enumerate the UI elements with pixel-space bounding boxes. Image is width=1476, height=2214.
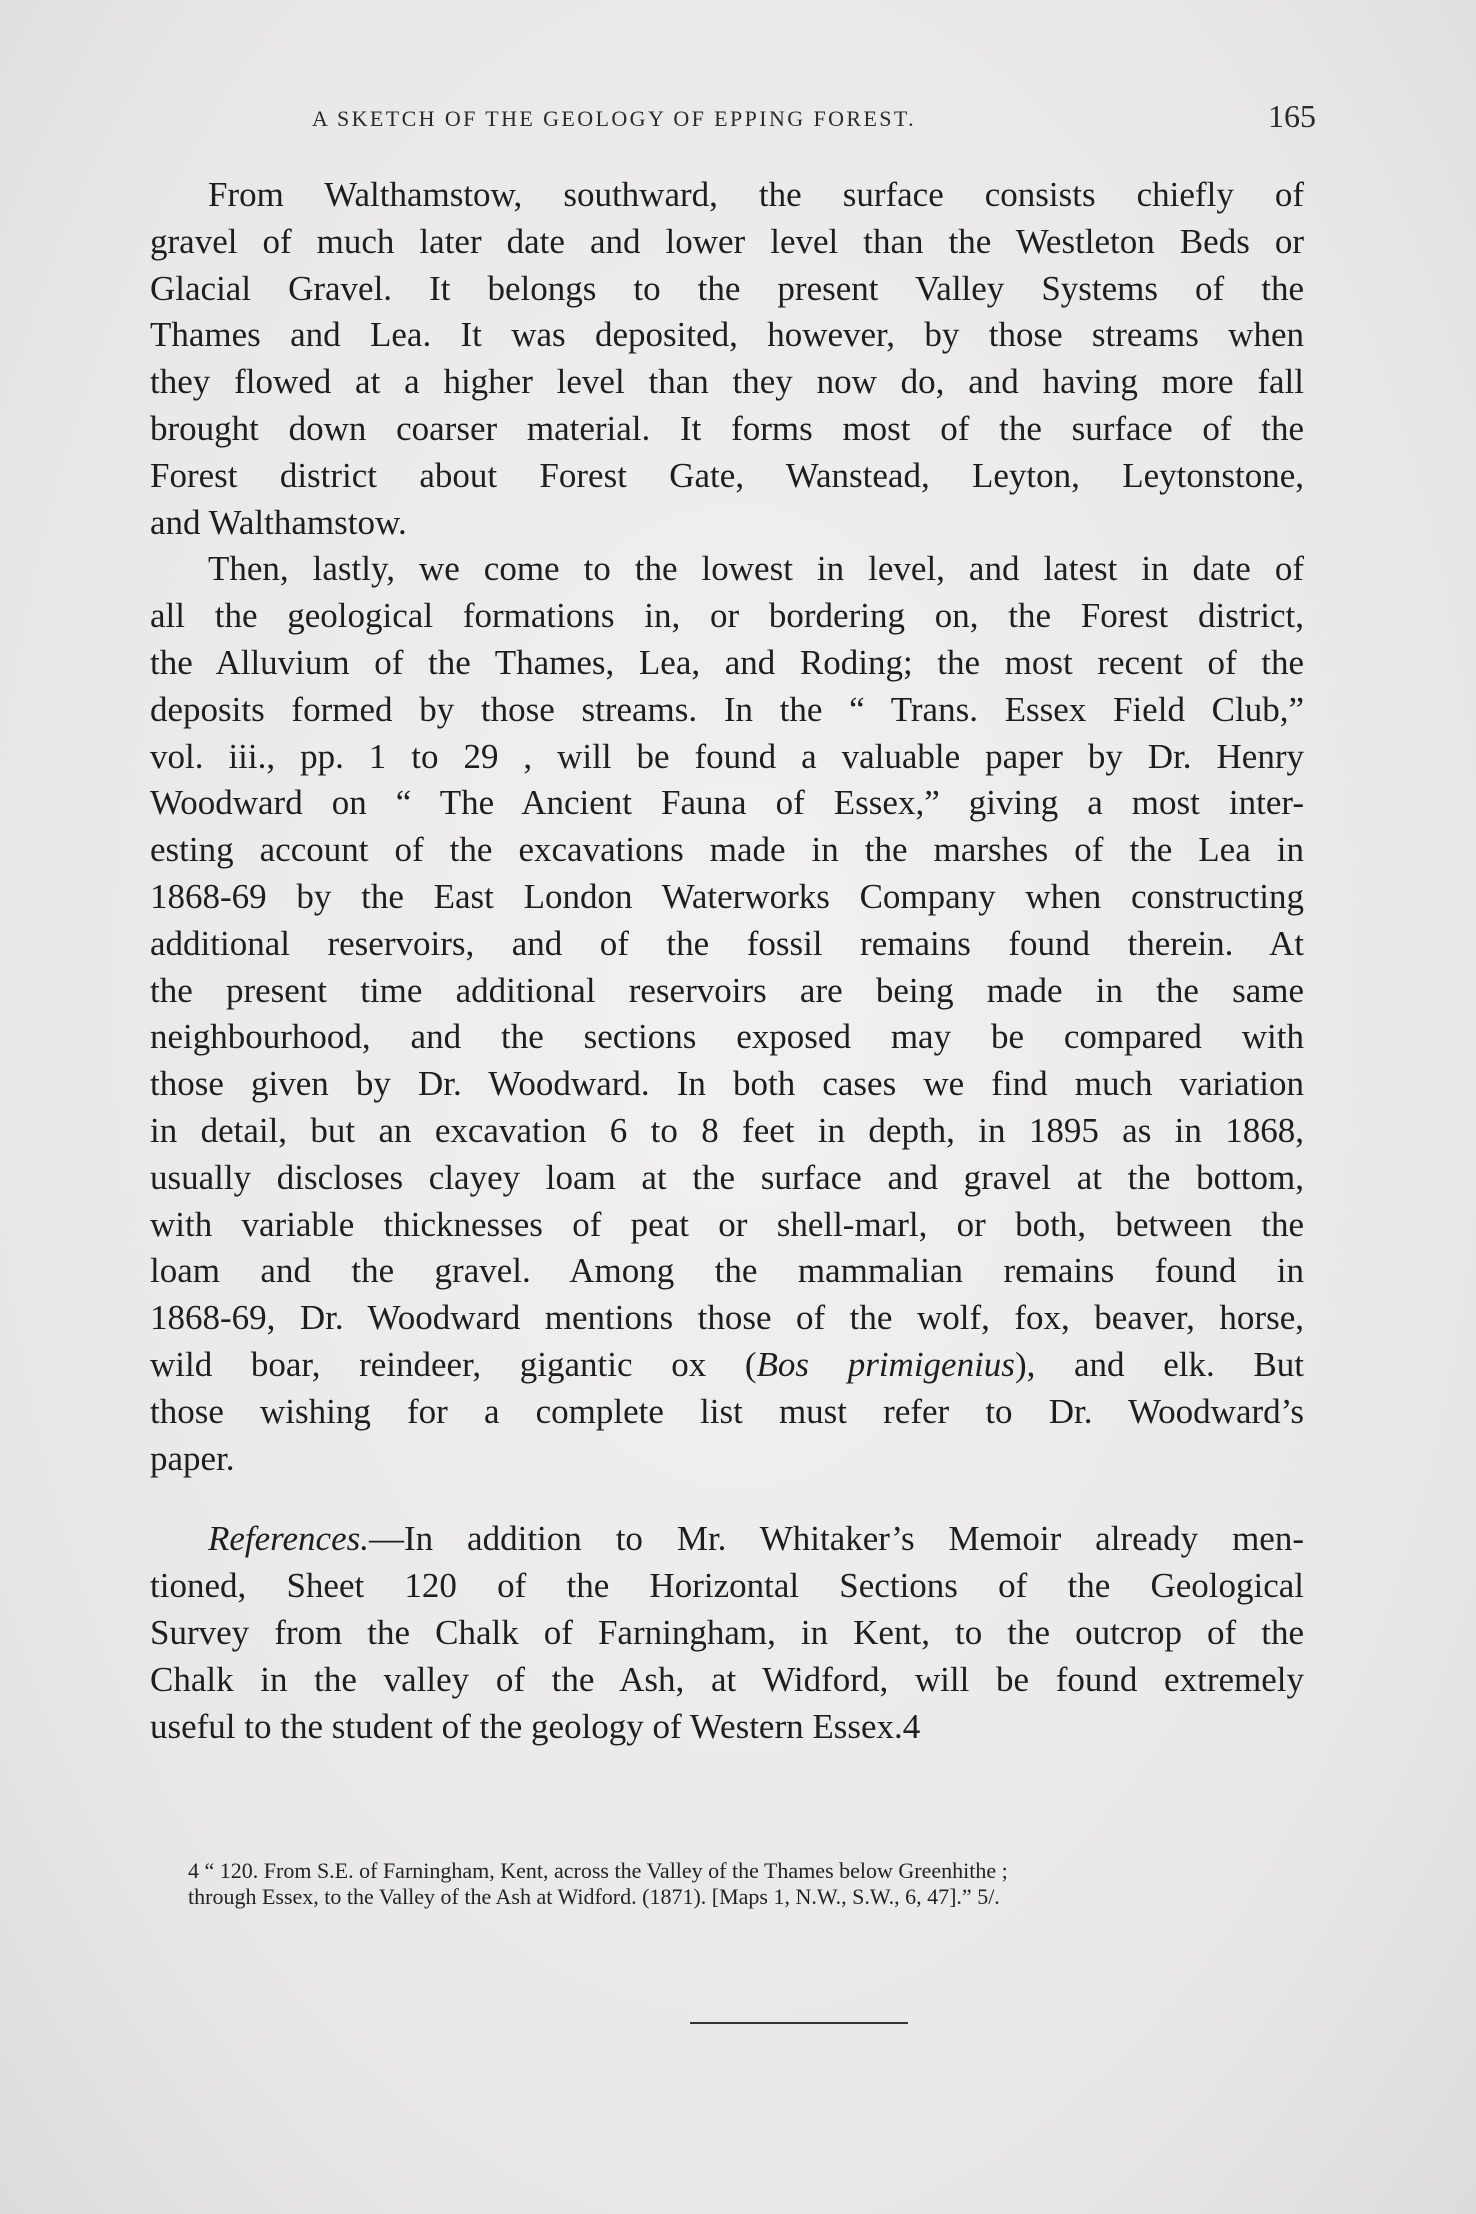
text-line: wild boar, reindeer, gigantic ox (Bos primigenius), and elk. But [150, 1344, 1304, 1384]
text-line: in detail, but an excavation 6 to 8 feet in depth, in 1895 as in 1868, [150, 1110, 1304, 1150]
running-title: A SKETCH OF THE GEOLOGY OF EPPING FOREST. [312, 106, 917, 131]
text-line: neighbourhood, and the sections exposed may be compared with [150, 1017, 1304, 1057]
text-line: with variable thicknesses of peat or shell-marl, or both, between the [150, 1204, 1304, 1244]
text-line: tioned, Sheet 120 of the Horizontal Sections of the Geological [150, 1566, 1304, 1606]
text-line: brought down coarser material. It forms most of the surface of the [150, 408, 1304, 448]
footnote-line: 4 “ 120. From S.E. of Farningham, Kent, across the Valley of the Thames below Greenhithe ; [188, 1858, 1008, 1883]
text-line: 1868-69 by the East London Waterworks Company when constructing [150, 876, 1304, 916]
text-line: those given by Dr. Woodward. In both cases we find much variation [150, 1064, 1304, 1104]
text-line: usually discloses clayey loam at the surface and gravel at the bottom, [150, 1157, 1304, 1197]
text-line: loam and the gravel. Among the mammalian remains found in [150, 1251, 1304, 1291]
text-line: they flowed at a higher level than they now do, and having more fall [150, 362, 1304, 402]
text-line: deposits formed by those streams. In the “ Trans. Essex Field Club,” [150, 689, 1304, 729]
footnote [188, 1858, 1314, 1910]
paragraph-walthamstow [150, 172, 1304, 546]
paragraph-alluvium [150, 546, 1304, 1482]
paragraph-references [150, 1516, 1304, 1750]
text-line: the Alluvium of the Thames, Lea, and Roding; the most recent of the [150, 642, 1304, 682]
text-line: esting account of the excavations made in the marshes of the Lea in [150, 830, 1304, 870]
text-line: Woodward on “ The Ancient Fauna of Essex,” giving a most inter- [150, 783, 1304, 823]
closing-rule [690, 2022, 908, 2024]
text-line: vol. iii., pp. 1 to 29 , will be found a valuable paper by Dr. Henry [150, 736, 1304, 776]
text-line: useful to the student of the geology of Western Essex.4 [150, 1706, 921, 1746]
text-line: Survey from the Chalk of Farningham, in Kent, to the outcrop of the [150, 1612, 1304, 1652]
text-line: References.—In addition to Mr. Whitaker’s Memoir already men- [208, 1519, 1304, 1559]
text-line: Chalk in the valley of the Ash, at Widford, will be found extremely [150, 1659, 1304, 1699]
text-line: additional reservoirs, and of the fossil remains found therein. At [150, 923, 1304, 963]
text-line: Then, lastly, we come to the lowest in level, and latest in date of [208, 549, 1304, 589]
text-line: paper. [150, 1438, 235, 1478]
running-head [150, 98, 1326, 138]
text-line: gravel of much later date and lower level than the Westleton Beds or [150, 221, 1304, 261]
text-line: 1868-69, Dr. Woodward mentions those of the wolf, fox, beaver, horse, [150, 1298, 1304, 1338]
text-line: Forest district about Forest Gate, Wanstead, Leyton, Leytonstone, [150, 455, 1304, 495]
text-line: the present time additional reservoirs are being made in the same [150, 970, 1304, 1010]
body-text [150, 172, 1304, 1750]
text-line: Glacial Gravel. It belongs to the present Valley Systems of the [150, 268, 1304, 308]
footnote-line: through Essex, to the Valley of the Ash at Widford. (1871). [Maps 1, N.W., S.W., 6, 47].” 5/. [188, 1884, 1000, 1909]
text-line: From Walthamstow, southward, the surface consists chiefly of [208, 175, 1304, 214]
text-line: all the geological formations in, or bordering on, the Forest district, [150, 596, 1304, 636]
text-line: Thames and Lea. It was deposited, however, by those streams when [150, 315, 1304, 355]
text-line: those wishing for a complete list must refer to Dr. Woodward’s [150, 1391, 1304, 1431]
text-line: and Walthamstow. [150, 502, 407, 542]
page-number: 165 [1268, 98, 1316, 134]
